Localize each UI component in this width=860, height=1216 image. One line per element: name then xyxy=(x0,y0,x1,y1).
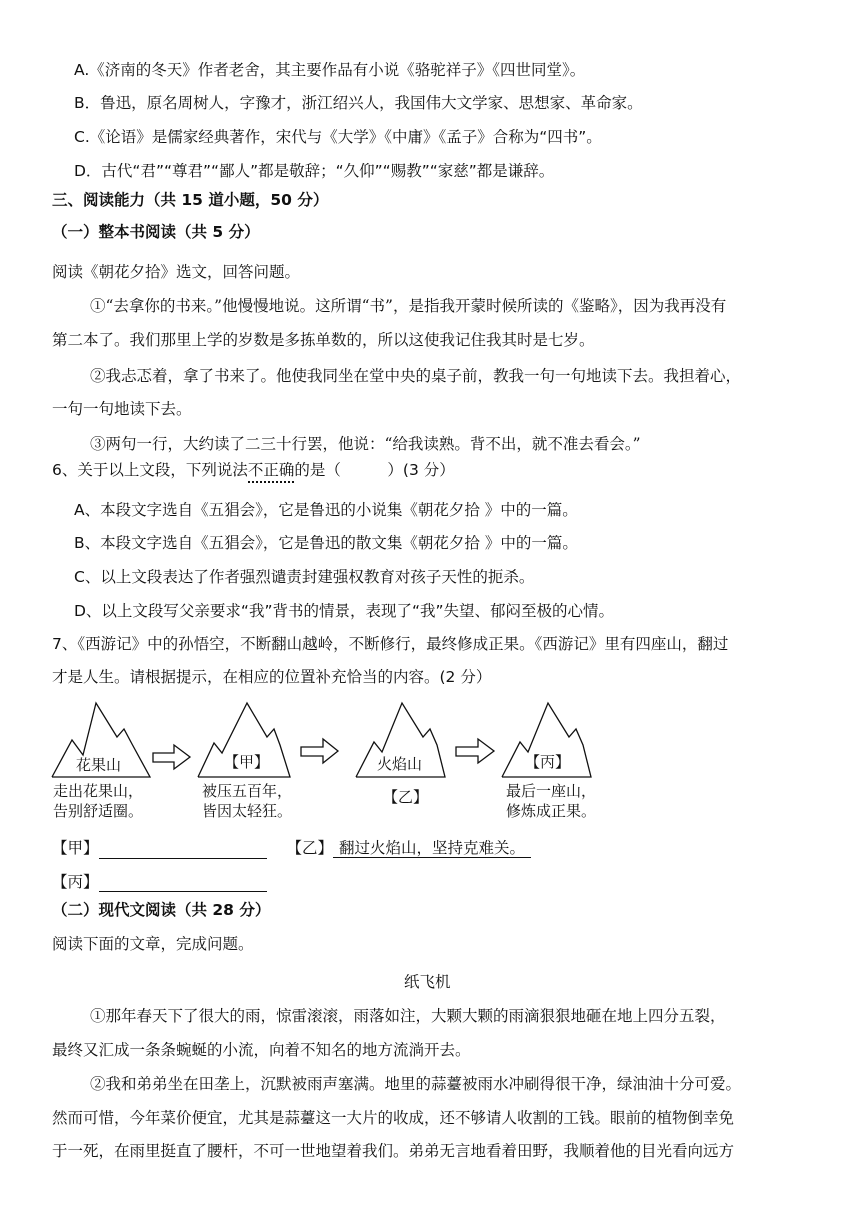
answer-bing-blank[interactable] xyxy=(99,873,267,892)
excerpt-p1-line1: ①“去拿你的书来。”他慢慢地说。这所谓“书”，是指我开蒙时候所读的《鉴略》，因为我再没有 xyxy=(90,297,727,315)
mountain-2-desc1: 被压五百年， xyxy=(202,782,293,800)
q6-option-b: B、本段文字选自《五猖会》，它是鲁迅的散文集《朝花夕拾 》中的一篇。 xyxy=(74,534,578,552)
q7-stem-line2: 才是人生。请根据提示，在相应的位置补充恰当的内容。(2 分） xyxy=(52,668,492,686)
q6-option-c: C、以上文段表达了作者强烈谴责封建强权教育对孩子天性的扼杀。 xyxy=(74,568,535,586)
excerpt-p2-line2: 一句一句地读下去。 xyxy=(52,400,192,418)
mountain-4-label: 【丙】 xyxy=(525,753,571,771)
mountain-2-label: 【甲】 xyxy=(224,753,270,771)
mountain-1-label: 花果山 xyxy=(76,756,122,774)
mountain-4-desc1: 最后一座山， xyxy=(506,782,597,800)
q6-stem-b: 的是（ ）(3 分） xyxy=(294,461,455,479)
option-c: C.《论语》是儒家经典著作，宋代与《大学》《中庸》《孟子》合称为“四书”。 xyxy=(74,128,602,146)
mountain-3-label: 火焰山 xyxy=(377,755,423,773)
answer-row-1 xyxy=(52,838,531,859)
answer-jia-label: 【甲】 xyxy=(52,839,99,857)
answer-row-2 xyxy=(52,872,267,892)
q7-stem-line1: 7、《西游记》中的孙悟空，不断翻山越岭，不断修行，最终修成正果。《西游记》里有四座山，翻过 xyxy=(52,635,729,653)
part1-title: （一）整本书阅读（共 5 分） xyxy=(52,223,260,241)
mountain-2-desc2: 皆因太轻狂。 xyxy=(202,802,293,820)
arrow-1 xyxy=(153,745,190,769)
excerpt-p1-line2: 第二本了。我们那里上学的岁数是多拣单数的，所以这使我记住我其时是七岁。 xyxy=(52,331,595,349)
part1-intro: 阅读《朝花夕拾》选文，回答问题。 xyxy=(52,263,301,281)
part2-intro: 阅读下面的文章，完成问题。 xyxy=(52,935,254,953)
excerpt-p2-line1: ②我忐忑着，拿了书来了。他使我同坐在堂中央的桌子前，教我一句一句地读下去。我担着心， xyxy=(90,367,742,385)
q6-stem-a: 6、关于以上文段，下列说法 xyxy=(52,461,248,479)
mountain-1-desc2: 告别舒适圈。 xyxy=(53,802,144,820)
article-p2-line1: ②我和弟弟坐在田垄上，沉默被雨声塞满。地里的蒜薹被雨水冲刷得很干净，绿油油十分可爱。 xyxy=(90,1075,742,1093)
arrow-3 xyxy=(456,739,494,763)
answer-jia-blank[interactable] xyxy=(99,840,267,859)
part2-title: （二）现代文阅读（共 28 分） xyxy=(52,901,271,919)
section-title: 三、阅读能力（共 15 道小题，50 分） xyxy=(52,191,329,209)
article-title: 纸飞机 xyxy=(404,973,451,991)
q6-option-a: A、本段文字选自《五猖会》，它是鲁迅的小说集《朝花夕拾 》中的一篇。 xyxy=(74,501,578,519)
article-p1-line1: ①那年春天下了很大的雨，惊雷滚滚，雨落如注，大颗大颗的雨滴狠狠地砸在地上四分五裂， xyxy=(90,1007,726,1025)
answer-yi-label: 【乙】 xyxy=(286,839,334,857)
article-p2-line2: 然而可惜，今年菜价便宜，尤其是蒜薹这一大片的收成，还不够请人收割的工钱。眼前的植物倒幸免 xyxy=(52,1109,735,1127)
answer-bing-label: 【丙】 xyxy=(52,873,99,891)
option-d: D．古代“君”“尊君”“鄙人”都是敬辞；“久仰”“赐教”“家慈”都是谦辞。 xyxy=(74,162,555,180)
mountain-3-desc1: 【乙】 xyxy=(383,788,429,806)
mountain-4-desc2: 修炼成正果。 xyxy=(506,802,597,820)
q6-option-d: D、以上文段写父亲要求“我”背书的情景，表现了“我”失望、郁闷至极的心情。 xyxy=(74,602,615,620)
arrow-2 xyxy=(301,739,338,763)
option-a: A.《济南的冬天》作者老舍，其主要作品有小说《骆驼祥子》《四世同堂》。 xyxy=(74,61,586,79)
article-p2-line3: 于一死，在雨里挺直了腰杆，不可一世地望着我们。弟弟无言地看着田野，我顺着他的目光看向远方 xyxy=(52,1142,735,1160)
q6-stem-emphasis: 不正确 xyxy=(247,461,295,479)
mountain-1-desc1: 走出花果山， xyxy=(53,782,144,800)
answer-yi-text: 翻过火焰山，坚持克难关。 xyxy=(333,839,531,858)
option-b: B．鲁迅，原名周树人，字豫才，浙江绍兴人，我国伟大文学家、思想家、革命家。 xyxy=(74,94,643,112)
article-p1-line2: 最终又汇成一条条蜿蜒的小流，向着不知名的地方流淌开去。 xyxy=(52,1041,471,1059)
excerpt-p3-line1: ③两句一行，大约读了二三十行罢，他说：“给我读熟。背不出，就不准去看会。” xyxy=(90,435,641,453)
